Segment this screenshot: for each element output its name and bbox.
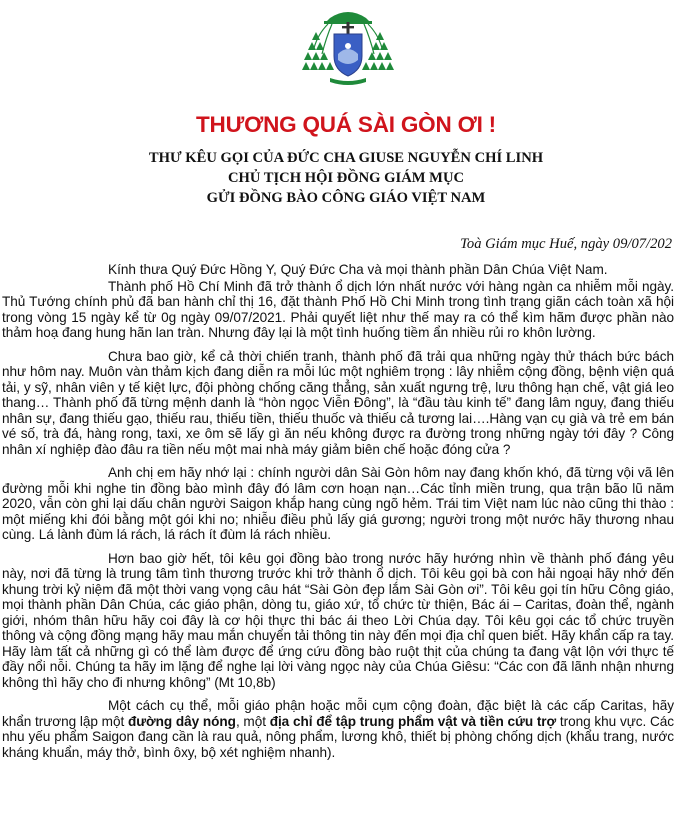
paragraph-5-part-1: Một cách cụ thể, mỗi giáo phận hoặc mỗi cụm cộng đoàn, đặc biệt là các cấp Caritas, hãy khẩn trương lập một bbox=[2, 698, 674, 729]
coat-of-arms-icon bbox=[300, 4, 396, 86]
letter-title: THƯƠNG QUÁ SÀI GÒN ƠI ! bbox=[196, 112, 496, 137]
greeting: Kính thưa Quý Đức Hồng Y, Quý Đức Cha và mọi thành phần Dân Chúa Việt Nam. bbox=[108, 262, 608, 277]
subtitle-line-1: THƯ KÊU GỌI CỦA ĐỨC CHA GIUSE NGUYỄN CHÍ LINH bbox=[148, 150, 544, 166]
subtitle-line-2: CHỦ TỊCH HỘI ĐỒNG GIÁM MỤC bbox=[227, 170, 465, 186]
paragraph-3: Anh chị em hãy nhớ lại : chính người dân Sài Gòn hôm nay đang khốn khó, đã từng vội vã lên đường mỗi khi nghe tin đồng bào mình đây đó lâm cơn hoạn nạn…Các tỉnh miền trung, qua trận bão lũ năm 2020, vẫn còn ghi lại dấu chân người Saigon khắp hang cùng ngõ hẻm. Trái tim Việt nam lúc nào cũng thi thào : một miếng khi đói bằng một gói khi no; nhiễu điều phủ lấy giá gương; người trong một nước hãy thương nhau cùng. Lá lành đùm lá rách, lá rách ít đùm lá rách nhiều. bbox=[2, 465, 674, 542]
letter-body bbox=[2, 262, 674, 768]
dateline: Toà Giám mục Huế, ngày 09/07/202 bbox=[460, 236, 672, 252]
paragraph-5-part-3: trong khu vực. Các nhu yếu phẩm Saigon đang cần là rau quả, nông phẩm, lương khô, thiết bị phòng chống dịch (khẩu trang, nước kháng khuẩn, máy thở, bình ôxy, bộ xét nghiệm nhanh). bbox=[2, 713, 674, 760]
paragraph-2: Chưa bao giờ, kể cả thời chiến tranh, thành phố đã trải qua những ngày thử thách bức bách như hôm nay. Muôn vàn thảm kịch đang diễn ra mỗi lúc một nghiêm trọng : lây nhiễm cộng đồng, bệnh viện quá tải, y sỹ, nhân viên y tế kiệt lực, đội phòng chống căng thẳng, sản xuất ngưng trệ, lưu thông hạn chế, vật giá leo thang… Thành phố đã từng mệnh danh là “hòn ngọc Viễn Đông”, là “đầu tàu kinh tế” đang lâm nguy, đang thiếu nhân sự, đang thiếu gạo, thiếu rau, thiếu tiền, thiếu thuốc và thiếu cả tương lai….Hàng vạn cụ già và trẻ em bán vé số, trà đá, hàng rong, taxi, xe ôm sẽ lấy gì ăn nếu không được ra đường trong những ngày tới đây ? Công nhân xí nghiệp đào đâu ra tiền nếu một mai nhà máy giảm biên chế hoặc đóng cửa ? bbox=[2, 348, 674, 457]
paragraph-4: Hơn bao giờ hết, tôi kêu gọi đồng bào trong nước hãy hướng nhìn về thành phố đáng yêu này, nơi đã từng là trung tâm tình thương trước khi trở thành ổ dịch. Tôi kêu gọi bà con hải ngoại hãy nhớ đến khung trời kỷ niệm đã một thời vang vọng câu hát “Sài Gòn đẹp lắm Sài Gòn ơi”. Tôi kêu gọi tín hữu Công giáo, mọi thành phần Dân Chúa, các giáo phận, dòng tu, giáo xứ, tổ chức từ thiện, Bác ái – Caritas, đoàn thể, ngành giới, nhóm thân hữu hãy coi đây là cơ hội thực thi bác ái theo Lời Chúa dạy. Tôi kêu gọi các tổ chức truyền thông và cộng đồng mạng hãy mau mắn chuyển tải thông tin này đến mọi địa chỉ quen biết. Hãy khẩn cấp ra tay. Hãy làm tất cả những gì có thể làm được để ứng cứu đồng bào ruột thịt của chúng ta đang vật lộn với thực tế đầy nổi nỗi. Chúng ta hãy im lặng để nghe lại lời vàng ngọc này của Chúa Giêsu: “Các con đã lãnh nhận nhưng không thì hãy cho đi nhưng không” (Mt 10,8b) bbox=[2, 550, 674, 690]
hotline-emphasis: đường dây nóng bbox=[127, 713, 236, 729]
relief-address-emphasis: địa chỉ để tập trung phẩm vật và tiền cứu trợ bbox=[269, 713, 557, 729]
paragraph-5 bbox=[2, 698, 674, 760]
paragraph-5-part-2: , một bbox=[235, 713, 270, 729]
paragraph-1: Thành phố Hồ Chí Minh đã trở thành ổ dịch lớn nhất nước với hàng ngàn ca nhiễm mỗi ngày. Thủ Tướng chính phủ đã ban hành chỉ thị 16, đặt thành Phố Hồ Chi Minh trong tình trạng giãn cách toàn xã hội trong vòng 15 ngày kể từ 0g ngày 09/07/2021. Phải quyết liệt như thế may ra có thể kìm hãm được phần nào thảm hoạ đang hung hãn lan tràn. Nhưng đây lại là một tình huống tiềm ẩn nhiều rủi ro khôn lường. bbox=[2, 278, 674, 340]
subtitle-line-3: GỬI ĐỒNG BÀO CÔNG GIÁO VIỆT NAM bbox=[206, 190, 486, 206]
